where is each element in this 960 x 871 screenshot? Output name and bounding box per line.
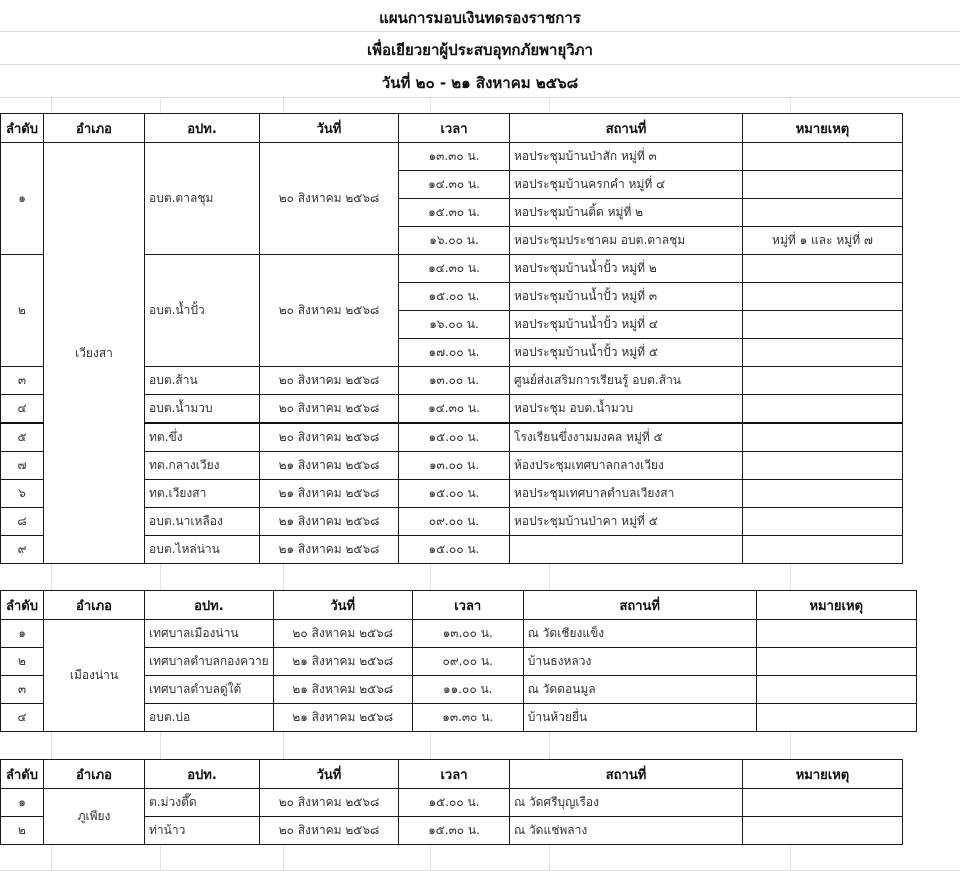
header-no: ลำดับ [1, 114, 44, 143]
cell-no: ๑ [1, 620, 44, 648]
cell-note [743, 480, 903, 508]
cell-note [743, 143, 903, 171]
cell-time: ๑๕.๐๐ น. [399, 536, 510, 564]
cell-org: อบต.ไหล่น่าน [145, 536, 260, 564]
cell-time: ๑๓.๐๐ น. [399, 367, 510, 395]
cell-no: ๒ [1, 648, 44, 676]
cell-date: ๒๐ สิงหาคม ๒๕๖๘ [260, 789, 399, 817]
header-row [1, 591, 917, 620]
cell-no: ๔ [1, 704, 44, 732]
cell-note [756, 620, 916, 648]
schedule-table-phu-phiang [0, 759, 903, 845]
header-date: วันที่ [260, 760, 399, 789]
cell-place: บ้านห้วยยื่น [523, 704, 756, 732]
cell-place: หอประชุมบ้านป่าคา หมู่ที่ ๕ [510, 508, 743, 536]
cell-note [743, 199, 903, 227]
cell-date: ๒๐ สิงหาคม ๒๕๖๘ [260, 395, 399, 424]
cell-date: ๒๑ สิงหาคม ๒๕๖๘ [273, 704, 412, 732]
cell-no: ๒ [1, 255, 44, 367]
header-org: อปท. [145, 591, 274, 620]
gridline [0, 843, 960, 871]
cell-org: อบต.น้ำมวบ [145, 395, 260, 424]
cell-date: ๒๑ สิงหาคม ๒๕๖๘ [273, 676, 412, 704]
header-place: สถานที่ [510, 760, 743, 789]
table-row [1, 620, 917, 648]
cell-place: หอประชุมบ้านน้ำปั้ว หมู่ที่ ๕ [510, 339, 743, 367]
cell-note: หมู่ที่ ๑ และ หมู่ที่ ๗ [743, 227, 903, 255]
cell-place: หอประชุมบ้านน้ำปั้ว หมู่ที่ ๒ [510, 255, 743, 283]
cell-place: โรงเรียนขึ่งงามมงคล หมู่ที่ ๕ [510, 423, 743, 452]
table-row [1, 789, 903, 817]
cell-note [743, 817, 903, 845]
header-time: เวลา [399, 114, 510, 143]
cell-no: ๖ [1, 480, 44, 508]
cell-no: ๗ [1, 452, 44, 480]
header-row [1, 114, 903, 143]
cell-place: ศูนย์ส่งเสริมการเรียนรู้ อบต.ส้าน [510, 367, 743, 395]
cell-district: ภูเพียง [44, 789, 145, 845]
cell-place: ณ วัดดอนมูล [523, 676, 756, 704]
cell-note [743, 255, 903, 283]
table-row [1, 143, 903, 171]
cell-org: อบต.นาเหลือง [145, 508, 260, 536]
cell-org: ต.ม่วงตึ๊ด [145, 789, 260, 817]
cell-org: เทศบาลตำบลดู่ใต้ [145, 676, 274, 704]
cell-org: ทต.เวียงสา [145, 480, 260, 508]
cell-org: อบต.ส้าน [145, 367, 260, 395]
cell-org: เทศบาลเมืองน่าน [145, 620, 274, 648]
cell-place: ห้องประชุมเทศบาลกลางเวียง [510, 452, 743, 480]
cell-no: ๕ [1, 423, 44, 452]
cell-no: ๑ [1, 143, 44, 255]
cell-note [743, 339, 903, 367]
cell-no: ๑ [1, 789, 44, 817]
cell-time: ๑๓.๐๐ น. [412, 620, 523, 648]
cell-time: ๑๕.๐๐ น. [399, 423, 510, 452]
header-org: อปท. [145, 114, 260, 143]
cell-time: ๑๕.๐๐ น. [399, 480, 510, 508]
cell-district: เวียงสา [44, 143, 145, 564]
cell-note [756, 704, 916, 732]
cell-date: ๒๑ สิงหาคม ๒๕๖๘ [260, 536, 399, 564]
cell-date: ๒๑ สิงหาคม ๒๕๖๘ [260, 480, 399, 508]
cell-place: ณ วัดศรีบุญเรือง [510, 789, 743, 817]
header-row [1, 760, 903, 789]
cell-date: ๒๑ สิงหาคม ๒๕๖๘ [260, 508, 399, 536]
cell-no: ๓ [1, 367, 44, 395]
cell-note [743, 395, 903, 424]
header-note: หมายเหตุ [756, 591, 916, 620]
cell-org: อบต.ตาลชุม [145, 143, 260, 255]
cell-no: ๙ [1, 536, 44, 564]
cell-time: ๑๑.๐๐ น. [412, 676, 523, 704]
cell-org: อบต.บ่อ [145, 704, 274, 732]
cell-org: ทต.ขึ่ง [145, 423, 260, 452]
cell-date: ๒๐ สิงหาคม ๒๕๖๘ [260, 367, 399, 395]
cell-place: ณ วัดเชียงแข็ง [523, 620, 756, 648]
cell-time: ๑๔.๓๐ น. [399, 171, 510, 199]
cell-note [743, 789, 903, 817]
cell-note [743, 367, 903, 395]
title-line-1: แผนการมอบเงินทดรองราชการ [379, 9, 581, 27]
title-line-2: เพื่อเยียวยาผู้ประสบอุทกภัยพายุวิภา [367, 41, 593, 59]
cell-time: ๐๙.๐๐ น. [412, 648, 523, 676]
cell-time: ๑๓.๐๐ น. [399, 452, 510, 480]
cell-place: หอประชุมบ้านครกคำ หมู่ที่ ๔ [510, 171, 743, 199]
header-no: ลำดับ [1, 591, 44, 620]
cell-note [743, 423, 903, 452]
cell-place: หอประชุม อบต.น้ำมวบ [510, 395, 743, 424]
cell-date: ๒๐ สิงหาคม ๒๕๖๘ [260, 817, 399, 845]
cell-time: ๐๙.๐๐ น. [399, 508, 510, 536]
header-org: อปท. [145, 760, 260, 789]
header-date: วันที่ [260, 114, 399, 143]
cell-time: ๑๕.๐๐ น. [399, 789, 510, 817]
title-line-3: วันที่ ๒๐ - ๒๑ สิงหาคม ๒๕๖๘ [381, 74, 579, 92]
cell-note [743, 311, 903, 339]
cell-time: ๑๕.๓๐ น. [399, 817, 510, 845]
schedule-table-mueang-nan [0, 590, 917, 732]
cell-place: ณ วัดแช่พลาง [510, 817, 743, 845]
header-date: วันที่ [273, 591, 412, 620]
schedule-table-wiangsa [0, 113, 903, 564]
header-district: อำเภอ [44, 760, 145, 789]
cell-no: ๘ [1, 508, 44, 536]
cell-time: ๑๔.๓๐ น. [399, 255, 510, 283]
header-time: เวลา [412, 591, 523, 620]
header-note: หมายเหตุ [743, 760, 903, 789]
header-place: สถานที่ [510, 114, 743, 143]
cell-note [743, 508, 903, 536]
cell-no: ๒ [1, 817, 44, 845]
cell-note [756, 648, 916, 676]
cell-org: ท่าน้าว [145, 817, 260, 845]
header-place: สถานที่ [523, 591, 756, 620]
cell-org: เทศบาลตำบลกองควาย [145, 648, 274, 676]
cell-time: ๑๓.๓๐ น. [412, 704, 523, 732]
cell-note [756, 676, 916, 704]
cell-district: เมืองน่าน [44, 620, 145, 732]
cell-note [743, 283, 903, 311]
cell-place: บ้านธงหลวง [523, 648, 756, 676]
cell-note [743, 536, 903, 564]
cell-place: หอประชุมบ้านติ้ด หมู่ที่ ๒ [510, 199, 743, 227]
cell-place: หอประชุมบ้านป่าสัก หมู่ที่ ๓ [510, 143, 743, 171]
cell-note [743, 171, 903, 199]
cell-date: ๒๐ สิงหาคม ๒๕๖๘ [260, 423, 399, 452]
cell-time: ๑๕.๓๐ น. [399, 199, 510, 227]
cell-org: อบต.น้ำปั้ว [145, 255, 260, 367]
cell-time: ๑๗.๐๐ น. [399, 339, 510, 367]
cell-org: ทต.กลางเวียง [145, 452, 260, 480]
header-no: ลำดับ [1, 760, 44, 789]
cell-time: ๑๕.๐๐ น. [399, 283, 510, 311]
cell-place [510, 536, 743, 564]
header-note: หมายเหตุ [743, 114, 903, 143]
cell-no: ๔ [1, 395, 44, 424]
cell-date: ๒๐ สิงหาคม ๒๕๖๘ [273, 620, 412, 648]
cell-date: ๒๑ สิงหาคม ๒๕๖๘ [273, 648, 412, 676]
header-district: อำเภอ [44, 591, 145, 620]
cell-place: หอประชุมเทศบาลตำบลเวียงสา [510, 480, 743, 508]
cell-date: ๒๐ สิงหาคม ๒๕๖๘ [260, 143, 399, 255]
cell-date: ๒๑ สิงหาคม ๒๕๖๘ [260, 452, 399, 480]
cell-place: หอประชุมประชาคม อบต.ตาลชุม [510, 227, 743, 255]
cell-place: หอประชุมบ้านน้ำปั้ว หมู่ที่ ๔ [510, 311, 743, 339]
cell-time: ๑๖.๐๐ น. [399, 227, 510, 255]
header-time: เวลา [399, 760, 510, 789]
header-district: อำเภอ [44, 114, 145, 143]
cell-time: ๑๔.๓๐ น. [399, 395, 510, 424]
cell-date: ๒๐ สิงหาคม ๒๕๖๘ [260, 255, 399, 367]
cell-no: ๓ [1, 676, 44, 704]
cell-note [743, 452, 903, 480]
cell-time: ๑๓.๓๐ น. [399, 143, 510, 171]
cell-time: ๑๖.๐๐ น. [399, 311, 510, 339]
cell-place: หอประชุมบ้านน้ำปั้ว หมู่ที่ ๓ [510, 283, 743, 311]
